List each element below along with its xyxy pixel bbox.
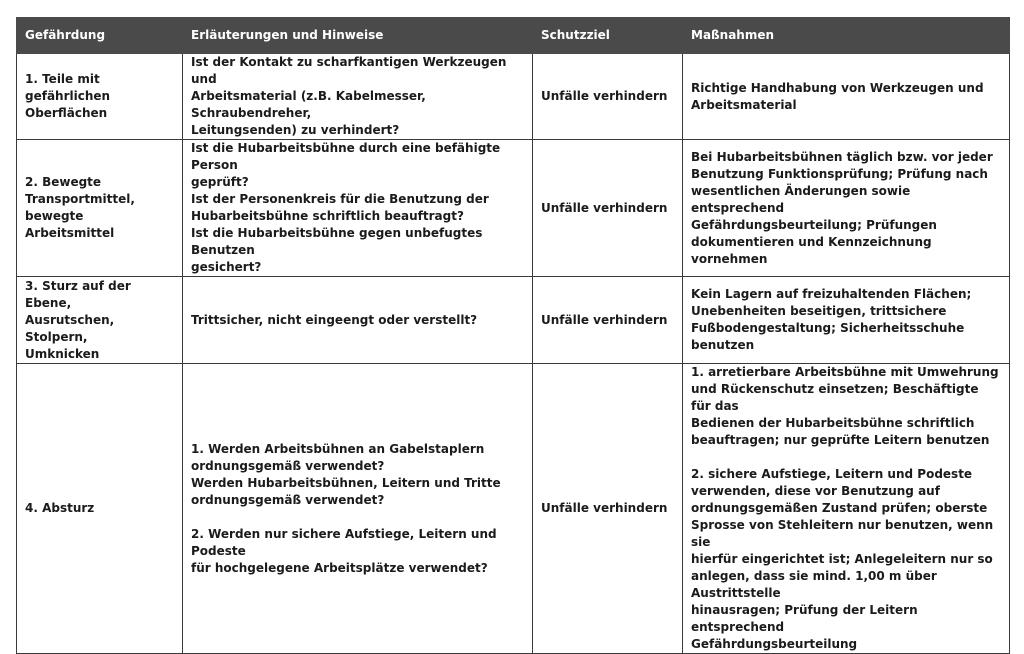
cell-goal: Unfälle verhindern: [533, 277, 683, 364]
cell-hazard: 4. Absturz: [17, 364, 183, 654]
cell-measures: Kein Lagern auf freizuhaltenden Flächen; Unebenheiten beseitigen, trittsichere Fußbodengestaltung; Sicherheitsschuhe benutzen: [683, 277, 1010, 364]
cell-notes: 1. Werden Arbeitsbühnen an Gabelstaplern ordnungsgemäß verwendet? Werden Hubarbeitsbühnen, Leitern und Tritte ordnungsgemäß verwendet? 2. Werden nur sichere Aufstiege, Leitern und Podeste für hochgelegene Arbeitsplätze verwendet?: [183, 364, 533, 654]
hazard-assessment-table: [16, 17, 1010, 654]
cell-notes: Ist der Kontakt zu scharfkantigen Werkzeugen und Arbeitsmaterial (z.B. Kabelmesser, Schraubendreher, Leitungsenden) zu verhindert?: [183, 54, 533, 140]
header-goal: Schutzziel: [533, 18, 683, 54]
table-row: [17, 364, 1010, 654]
cell-notes: Ist die Hubarbeitsbühne durch eine befähigte Person geprüft? Ist der Personenkreis für die Benutzung der Hubarbeitsbühne schriftlich beauftragt? Ist die Hubarbeitsbühne gegen unbefugtes Benutzen gesichert?: [183, 140, 533, 277]
cell-goal: Unfälle verhindern: [533, 140, 683, 277]
cell-measures: Richtige Handhabung von Werkzeugen und Arbeitsmaterial: [683, 54, 1010, 140]
cell-hazard: 3. Sturz auf der Ebene, Ausrutschen, Stolpern, Umknicken: [17, 277, 183, 364]
table-row: [17, 140, 1010, 277]
cell-hazard: 1. Teile mit gefährlichen Oberflächen: [17, 54, 183, 140]
table-row: [17, 54, 1010, 140]
cell-measures: Bei Hubarbeitsbühnen täglich bzw. vor jeder Benutzung Funktionsprüfung; Prüfung nach wesentlichen Änderungen sowie entsprechend Gefährdungsbeurteilung; Prüfungen dokumentieren und Kennzeichnung vornehmen: [683, 140, 1010, 277]
header-measures: Maßnahmen: [683, 18, 1010, 54]
header-notes: Erläuterungen und Hinweise: [183, 18, 533, 54]
cell-goal: Unfälle verhindern: [533, 364, 683, 654]
header-hazard: Gefährdung: [17, 18, 183, 54]
cell-measures: 1. arretierbare Arbeitsbühne mit Umwehrung und Rückenschutz einsetzen; Beschäftigte für das Bedienen der Hubarbeitsbühne schriftlich beauftragen; nur geprüfte Leitern benutzen 2. sichere Aufstiege, Leitern und Podeste verwenden, diese vor Benutzung auf ordnungsgemäßen Zustand prüfen; oberste Sprosse von Stehleitern nur benutzen, wenn sie hierfür eingerichtet ist; Anlegeleitern nur so anlegen, dass sie mind. 1,00 m über Austrittstelle hinausragen; Prüfung der Leitern entsprechend Gefährdungsbeurteilung: [683, 364, 1010, 654]
cell-notes: Trittsicher, nicht eingeengt oder verstellt?: [183, 277, 533, 364]
table-row: [17, 277, 1010, 364]
cell-goal: Unfälle verhindern: [533, 54, 683, 140]
cell-hazard: 2. Bewegte Transportmittel, bewegte Arbeitsmittel: [17, 140, 183, 277]
table-header-row: [17, 18, 1010, 54]
